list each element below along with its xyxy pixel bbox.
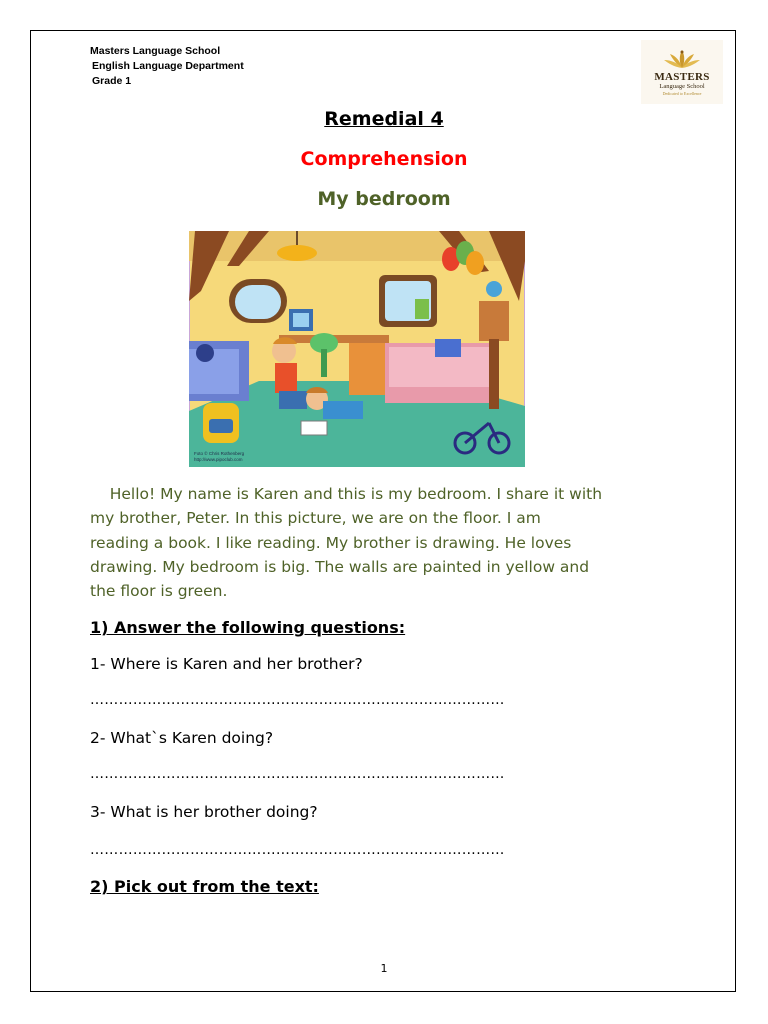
bedroom-illustration	[189, 231, 525, 467]
passage-line: the floor is green.	[90, 582, 228, 601]
answer-line-1[interactable]: ……………………………………………………………………………	[90, 692, 505, 708]
logo-name: MASTERS	[654, 70, 710, 83]
page-number: 1	[380, 962, 388, 975]
school-logo	[641, 40, 723, 104]
comprehension-title: Comprehension	[300, 148, 468, 170]
question-1: 1- Where is Karen and her brother?	[90, 655, 363, 673]
department-name: English Language Department	[92, 60, 244, 72]
reading-passage	[90, 482, 690, 603]
picture-credit-1: Foto © Chris Rothenberg	[194, 451, 245, 456]
question-2: 2- What`s Karen doing?	[90, 729, 274, 747]
school-header	[90, 44, 244, 89]
picture-credit-2: http://www.pipoclub.com	[194, 457, 243, 462]
section-1-heading: 1) Answer the following questions:	[90, 618, 406, 637]
school-name: Masters Language School	[90, 45, 221, 57]
passage-line: my brother, Peter. In this picture, we are on the floor. I am	[90, 509, 541, 528]
section-2-heading: 2) Pick out from the text:	[90, 877, 319, 896]
grade-label: Grade 1	[92, 75, 132, 87]
logo-subtitle: Language School	[659, 82, 705, 90]
passage-line: Hello! My name is Karen and this is my bedroom. I share it with	[90, 485, 603, 503]
answer-line-2[interactable]: ……………………………………………………………………………	[90, 766, 505, 782]
remedial-title: Remedial 4	[324, 108, 444, 130]
lotus-icon	[660, 48, 704, 72]
passage-line: reading a book. I like reading. My brother is drawing. He loves	[90, 533, 572, 552]
answer-line-3[interactable]: ……………………………………………………………………………	[90, 842, 505, 858]
passage-line: drawing. My bedroom is big. The walls are painted in yellow and	[90, 557, 590, 576]
topic-title: My bedroom	[317, 188, 451, 210]
logo-tagline: Dedicated to Excellence	[662, 90, 702, 96]
question-3: 3- What is her brother doing?	[90, 803, 318, 821]
